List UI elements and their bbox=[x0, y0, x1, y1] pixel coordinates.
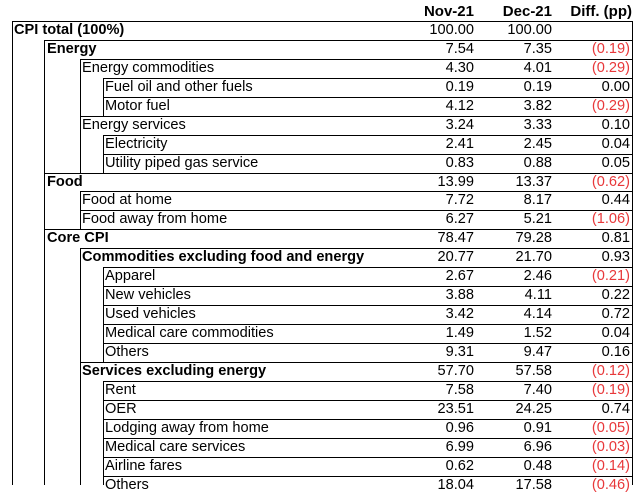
nov-21-value: 4.12 bbox=[445, 97, 474, 114]
row-label: Core CPI bbox=[47, 230, 109, 247]
diff-pp-value: (0.21) bbox=[591, 268, 630, 285]
row-divider bbox=[44, 40, 632, 41]
diff-pp-value: (0.14) bbox=[591, 457, 630, 474]
nov-21-value: 0.96 bbox=[445, 419, 474, 436]
nov-21-value: 3.42 bbox=[445, 306, 474, 323]
dec-21-value: 6.96 bbox=[523, 438, 552, 455]
diff-pp-value: (0.19) bbox=[591, 381, 630, 398]
row-divider bbox=[80, 248, 632, 249]
row-label: Energy bbox=[47, 40, 97, 57]
table-row-apparel bbox=[0, 267, 640, 286]
diff-pp-value: (0.46) bbox=[591, 476, 630, 493]
table-row-medical-care-commodities bbox=[0, 324, 640, 343]
dec-21-value: 0.91 bbox=[523, 419, 552, 436]
nov-21-value: 0.83 bbox=[445, 154, 474, 171]
table-row-electricity bbox=[0, 135, 640, 154]
diff-pp-value: 0.16 bbox=[601, 343, 630, 360]
table-row-motor-fuel bbox=[0, 97, 640, 116]
row-label: Others bbox=[105, 476, 149, 493]
table-row-others bbox=[0, 343, 640, 362]
row-label: Motor fuel bbox=[105, 97, 170, 114]
diff-pp-value: (0.03) bbox=[591, 438, 630, 455]
diff-pp-value: 0.22 bbox=[601, 287, 630, 304]
row-label: Fuel oil and other fuels bbox=[105, 78, 253, 95]
indent-rule bbox=[103, 381, 104, 485]
row-divider bbox=[103, 381, 632, 382]
row-label: Rent bbox=[105, 381, 136, 398]
dec-21-value: 2.45 bbox=[523, 135, 552, 152]
table-row-oer bbox=[0, 400, 640, 419]
nov-21-value: 0.19 bbox=[445, 78, 474, 95]
nov-21-value: 20.77 bbox=[437, 249, 474, 266]
nov-21-value: 78.47 bbox=[437, 230, 474, 247]
row-label: Others bbox=[105, 343, 149, 360]
table-row-energy bbox=[0, 40, 640, 59]
dec-21-value: 24.25 bbox=[515, 400, 552, 417]
row-divider bbox=[103, 78, 632, 79]
row-divider bbox=[80, 210, 632, 211]
diff-pp-value: (1.06) bbox=[591, 211, 630, 228]
diff-pp-value: (0.19) bbox=[591, 40, 630, 57]
row-divider bbox=[103, 343, 632, 344]
dec-21-value: 7.35 bbox=[523, 40, 552, 57]
nov-21-value: 9.31 bbox=[445, 343, 474, 360]
row-divider bbox=[103, 476, 632, 477]
dec-21-value: 4.14 bbox=[523, 306, 552, 323]
row-label: CPI total (100%) bbox=[14, 22, 125, 38]
nov-21-value: 23.51 bbox=[437, 400, 474, 417]
table-row-utility-piped-gas-service bbox=[0, 154, 640, 173]
diff-pp-value: (0.12) bbox=[591, 362, 630, 379]
table-row-others bbox=[0, 476, 640, 495]
nov-21-value: 7.54 bbox=[445, 40, 474, 57]
table-row-new-vehicles bbox=[0, 286, 640, 305]
table-row-food bbox=[0, 173, 640, 192]
dec-21-value: 7.40 bbox=[523, 381, 552, 398]
diff-pp-value: 0.93 bbox=[601, 249, 630, 266]
table-row-lodging-away-from-home bbox=[0, 419, 640, 438]
row-label: Airline fares bbox=[105, 457, 183, 474]
column-header-dec-21: Dec-21 bbox=[502, 3, 552, 20]
dec-21-value: 0.88 bbox=[523, 154, 552, 171]
table-row-commodities-excluding-food-and-energy bbox=[0, 248, 640, 267]
row-label: Electricity bbox=[105, 135, 168, 152]
indent-rule bbox=[12, 21, 13, 485]
diff-pp-value bbox=[566, 21, 630, 40]
row-label: Utility piped gas service bbox=[105, 154, 259, 171]
diff-pp-value: 0.81 bbox=[601, 230, 630, 247]
table-row-airline-fares bbox=[0, 457, 640, 476]
column-header-diff-pp: Diff. (pp) bbox=[570, 3, 632, 20]
row-divider bbox=[103, 135, 632, 136]
nov-21-value: 18.04 bbox=[437, 476, 474, 493]
dec-21-value: 79.28 bbox=[515, 230, 552, 247]
dec-21-value: 5.21 bbox=[523, 211, 552, 228]
diff-pp-value: 0.05 bbox=[601, 154, 630, 171]
nov-21-value: 3.88 bbox=[445, 287, 474, 304]
table-row-food-at-home bbox=[0, 191, 640, 210]
diff-pp-value: 0.10 bbox=[601, 116, 630, 133]
row-divider bbox=[103, 400, 632, 401]
dec-21-value: 13.37 bbox=[515, 173, 552, 190]
indent-rule bbox=[632, 21, 633, 485]
dec-21-value: 3.82 bbox=[523, 97, 552, 114]
row-label: Medical care commodities bbox=[105, 325, 274, 342]
table-row-medical-care-services bbox=[0, 438, 640, 457]
table-row-energy-commodities bbox=[0, 59, 640, 78]
diff-pp-value: (0.05) bbox=[591, 419, 630, 436]
nov-21-value: 100.00 bbox=[429, 22, 474, 38]
nov-21-value: 7.58 bbox=[445, 381, 474, 398]
row-divider bbox=[80, 362, 632, 363]
row-label: Food bbox=[47, 173, 83, 190]
row-divider bbox=[103, 154, 632, 155]
row-divider bbox=[80, 59, 632, 60]
dec-21-value: 4.01 bbox=[523, 59, 552, 76]
diff-pp-value: 0.44 bbox=[601, 192, 630, 209]
row-divider bbox=[12, 21, 632, 22]
table-row-cpi-total-100 bbox=[0, 21, 640, 40]
dec-21-value: 100.00 bbox=[507, 22, 552, 38]
indent-rule bbox=[80, 191, 81, 229]
diff-pp-value: 0.72 bbox=[601, 306, 630, 323]
diff-pp-value: 0.00 bbox=[601, 78, 630, 95]
diff-pp-value: 0.04 bbox=[601, 135, 630, 152]
row-divider bbox=[103, 324, 632, 325]
nov-21-value: 1.49 bbox=[445, 325, 474, 342]
indent-rule bbox=[103, 135, 104, 173]
diff-pp-value: 0.04 bbox=[601, 325, 630, 342]
row-divider bbox=[103, 97, 632, 98]
dec-21-value: 17.58 bbox=[515, 476, 552, 493]
dec-21-value: 4.11 bbox=[524, 287, 552, 304]
table-row-rent bbox=[0, 381, 640, 400]
row-divider bbox=[44, 229, 632, 230]
row-divider bbox=[103, 457, 632, 458]
dec-21-value: 21.70 bbox=[515, 249, 552, 266]
indent-rule bbox=[103, 267, 104, 362]
row-label: Services excluding energy bbox=[82, 362, 267, 379]
dec-21-value: 2.46 bbox=[523, 268, 552, 285]
nov-21-value: 57.70 bbox=[437, 362, 474, 379]
row-label: Lodging away from home bbox=[105, 419, 269, 436]
row-divider bbox=[103, 267, 632, 268]
dec-21-value: 9.47 bbox=[523, 343, 552, 360]
nov-21-value: 2.67 bbox=[445, 268, 474, 285]
dec-21-value: 57.58 bbox=[515, 362, 552, 379]
row-label: New vehicles bbox=[105, 287, 191, 304]
row-label: Energy services bbox=[82, 116, 186, 133]
table-row-energy-services bbox=[0, 116, 640, 135]
dec-21-value: 8.17 bbox=[523, 192, 552, 209]
table-row-fuel-oil-and-other-fuels bbox=[0, 78, 640, 97]
row-divider bbox=[103, 419, 632, 420]
row-label: Medical care services bbox=[105, 438, 246, 455]
row-divider bbox=[103, 286, 632, 287]
row-divider bbox=[80, 191, 632, 192]
indent-rule bbox=[103, 78, 104, 116]
nov-21-value: 4.30 bbox=[445, 59, 474, 76]
nov-21-value: 13.99 bbox=[437, 173, 474, 190]
diff-pp-value: (0.29) bbox=[591, 59, 630, 76]
dec-21-value: 1.52 bbox=[523, 325, 552, 342]
row-label: Used vehicles bbox=[105, 306, 196, 323]
diff-pp-value: (0.62) bbox=[591, 173, 630, 190]
row-label: Commodities excluding food and energy bbox=[82, 249, 365, 266]
row-label: OER bbox=[105, 400, 137, 417]
diff-pp-value: 0.74 bbox=[601, 400, 630, 417]
diff-pp-value: (0.29) bbox=[591, 97, 630, 114]
nov-21-value: 0.62 bbox=[445, 457, 474, 474]
row-label: Energy commodities bbox=[82, 59, 215, 76]
nov-21-value: 7.72 bbox=[445, 192, 474, 209]
row-label: Food at home bbox=[82, 192, 173, 209]
dec-21-value: 0.19 bbox=[523, 78, 552, 95]
nov-21-value: 6.99 bbox=[445, 438, 474, 455]
table-row-services-excluding-energy bbox=[0, 362, 640, 381]
column-header-nov-21: Nov-21 bbox=[423, 3, 474, 20]
row-divider bbox=[80, 116, 632, 117]
row-divider bbox=[44, 173, 632, 174]
table-row-used-vehicles bbox=[0, 305, 640, 324]
nov-21-value: 6.27 bbox=[445, 211, 474, 228]
row-label: Food away from home bbox=[82, 211, 228, 228]
nov-21-value: 2.41 bbox=[445, 135, 474, 152]
dec-21-value: 0.48 bbox=[523, 457, 552, 474]
table-row-core-cpi bbox=[0, 229, 640, 248]
indent-rule bbox=[44, 40, 45, 485]
table-row-food-away-from-home bbox=[0, 210, 640, 229]
indent-rule bbox=[80, 248, 81, 485]
row-label: Apparel bbox=[105, 268, 156, 285]
dec-21-value: 3.33 bbox=[523, 116, 552, 133]
row-divider bbox=[103, 305, 632, 306]
row-divider bbox=[103, 438, 632, 439]
indent-rule bbox=[80, 59, 81, 173]
nov-21-value: 3.24 bbox=[445, 116, 474, 133]
